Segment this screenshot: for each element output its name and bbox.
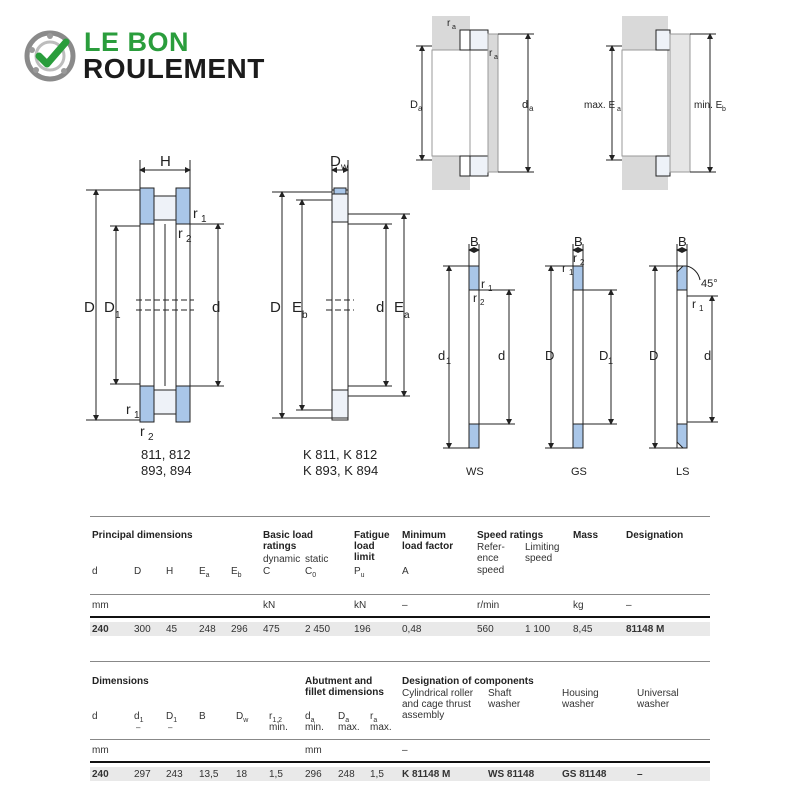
- gs-r2-sub: 2: [580, 258, 585, 267]
- cell-d: 240: [92, 624, 109, 635]
- hdr-principal: Principal dimensions: [92, 530, 193, 541]
- sym-C: C: [263, 566, 271, 577]
- ws-r1-sub: 1: [488, 284, 493, 293]
- ws-r1-label: r: [481, 277, 485, 291]
- cell2-universal: –: [637, 769, 643, 780]
- hdr-minload-2: load factor: [402, 541, 454, 552]
- hdr-speed: Speed ratings: [477, 530, 544, 541]
- abut-ra-right-label: r: [489, 48, 493, 59]
- ws-r2-label: r: [473, 291, 477, 305]
- hdr-universal-1: Universal: [637, 688, 679, 699]
- drawing-ws-washer: [438, 234, 515, 478]
- sym-Pu: $P_u$: [354, 566, 365, 579]
- dim-Ea-sub: a: [404, 310, 410, 321]
- dim-d-label: d: [212, 299, 221, 316]
- caption-k811-line1: K 811, K 812: [303, 447, 378, 462]
- cell-lim-speed: 1 100: [525, 624, 551, 635]
- unit-kN-2: kN: [354, 600, 367, 611]
- sym2-B: B: [199, 711, 206, 722]
- ws-d-label: d: [498, 348, 506, 363]
- abut-Da-sub: a: [418, 104, 423, 113]
- logo-line1: LE BON: [84, 27, 190, 57]
- cell2-r12: 1,5: [269, 769, 283, 780]
- gs-B-label: B: [574, 234, 583, 249]
- dim-Dw-label: D: [330, 153, 341, 170]
- unit2-mm-2: mm: [305, 745, 322, 756]
- unit2-dash: –: [402, 745, 408, 756]
- sym-d: d: [92, 566, 98, 577]
- hdr-reference-2: ence: [477, 553, 499, 564]
- gs-r1-sub: 1: [569, 268, 574, 277]
- sym2-r12: $r_{1,2}$: [269, 711, 283, 724]
- hdr-dimensions: Dimensions: [92, 676, 149, 687]
- r2b-sub: 2: [148, 432, 154, 443]
- ws-B-label: B: [470, 234, 479, 249]
- table1-data-rule: [90, 616, 710, 618]
- hdr-cyl-2: and cage thrust: [402, 699, 471, 710]
- unit2-mm-1: mm: [92, 745, 109, 756]
- abut-da-sub: a: [529, 104, 534, 113]
- cell2-D1: 243: [166, 769, 183, 780]
- sym-C0: $C_0$: [305, 566, 317, 579]
- hdr-fatigue-2: load: [354, 541, 375, 552]
- cell2-Da: 248: [338, 769, 355, 780]
- sym-H: H: [166, 566, 174, 577]
- sym2-d: d: [92, 711, 98, 722]
- dim-D-label: D: [84, 299, 95, 316]
- hdr-cyl-3: assembly: [402, 710, 445, 721]
- drawing-gs-washer: [545, 234, 617, 478]
- dim-d2-label: d: [376, 299, 385, 316]
- hdr-universal-2: washer: [637, 699, 670, 710]
- dim-Ea-label: E: [394, 299, 405, 316]
- cell-mass: 8,45: [573, 624, 593, 635]
- hdr-cyl-1: Cylindrical roller: [402, 688, 474, 699]
- cell-ref-speed: 560: [477, 624, 494, 635]
- ws-r2-sub: 2: [480, 298, 485, 307]
- table1-top-rule: [90, 516, 710, 517]
- caption-ls: LS: [676, 466, 690, 478]
- hdr-limiting-2: speed: [525, 553, 553, 564]
- hdr-shaft-1: Shaft: [488, 688, 512, 699]
- r1b-label: r: [126, 401, 131, 417]
- table-row: [90, 767, 710, 781]
- logo-line2: ROULEMENT: [83, 53, 265, 84]
- table2-mid-rule: [90, 739, 710, 740]
- ls-45-label: 45°: [701, 278, 718, 290]
- cell-Pu: 196: [354, 624, 371, 635]
- hdr-basic-load: Basic load: [263, 530, 314, 541]
- caption-gs: GS: [571, 466, 587, 478]
- sym2-da-min: min.: [305, 722, 324, 733]
- sym2-D1: $D_1$: [166, 711, 178, 724]
- gs-D1-sub: 1: [608, 356, 614, 366]
- abut-minEb-sub: b: [722, 106, 726, 113]
- abut-maxEa-label: max. E: [584, 100, 616, 111]
- cell2-cyl: K 81148 M: [402, 769, 451, 780]
- hdr-reference-3: speed: [477, 565, 505, 576]
- r1b-sub: 1: [134, 410, 140, 421]
- drawing-abutment-e: [584, 16, 726, 190]
- caption-ws: WS: [466, 466, 484, 478]
- cell2-da: 296: [305, 769, 322, 780]
- drawing-ls-washer: [649, 234, 718, 478]
- dim-Dw-sub: w: [341, 162, 349, 173]
- hdr-minload-1: Minimum: [402, 530, 446, 541]
- sym2-D1-dash: –: [168, 723, 173, 732]
- cell-designation: 81148 M: [626, 624, 665, 635]
- abut-ra-right-sub: a: [494, 54, 498, 61]
- cell-H: 45: [166, 624, 178, 635]
- hdr-limiting-1: Limiting: [525, 542, 560, 553]
- drawing-abutment-da: [410, 16, 534, 190]
- dim-H-label: H: [160, 153, 171, 170]
- hdr-fatigue-1: Fatigue: [354, 530, 390, 541]
- hdr-fatigue-3: limit: [354, 552, 375, 563]
- hdr-housing-2: washer: [562, 699, 595, 710]
- sym2-Dw: $D_w$: [236, 711, 249, 724]
- sym-A: A: [402, 566, 409, 577]
- sym-Eb: $E_b$: [231, 566, 242, 579]
- cell-D: 300: [134, 624, 151, 635]
- unit-kN-1: kN: [263, 600, 276, 611]
- table-row: [90, 622, 710, 636]
- ls-D-label: D: [649, 348, 659, 363]
- hdr-mass: Mass: [573, 530, 599, 541]
- abut-da-label: d: [522, 99, 529, 111]
- sym-Ea: $E_a$: [199, 566, 210, 579]
- gs-r1-label: r: [562, 261, 566, 275]
- sym2-Da-max: max.: [338, 722, 360, 733]
- table1-mid-rule: [90, 594, 710, 595]
- cell2-Dw: 18: [236, 769, 248, 780]
- gs-D-label: D: [545, 348, 555, 363]
- cell2-housing: GS 81148: [562, 769, 607, 780]
- unit-rmin: r/min: [477, 600, 500, 611]
- cell2-B: 13,5: [199, 769, 219, 780]
- hdr-static: static: [305, 554, 329, 565]
- caption-k811-line2: K 893, K 894: [303, 463, 379, 478]
- cell-C0: 2 450: [305, 624, 331, 635]
- r1-label: r: [193, 205, 198, 221]
- cell2-ra: 1,5: [370, 769, 384, 780]
- table2-data-rule: [90, 761, 710, 763]
- sym-D: D: [134, 566, 142, 577]
- sym2-r12-min: min.: [269, 722, 288, 733]
- gs-r2-label: r: [573, 251, 577, 265]
- caption-811-line2: 893, 894: [141, 463, 192, 478]
- dim-Eb-sub: b: [302, 310, 308, 321]
- hdr-abutment-2: fillet dimensions: [305, 687, 384, 698]
- abut-ra-top-label: r: [447, 18, 451, 29]
- sym2-ra-max: max.: [370, 722, 392, 733]
- sym2-Da: $D_a$: [338, 711, 350, 724]
- hdr-reference-1: Refer-: [477, 542, 505, 553]
- unit-mm: mm: [92, 600, 109, 611]
- dim-D2-label: D: [270, 299, 281, 316]
- dim-Eb-label: E: [292, 299, 303, 316]
- r2b-label: r: [140, 423, 145, 439]
- ls-d-label: d: [704, 348, 712, 363]
- hdr-ratings: ratings: [263, 541, 297, 552]
- cell-Ea: 248: [199, 624, 216, 635]
- ls-r1-sub: 1: [699, 304, 704, 313]
- drawing-k811-cage: [270, 153, 410, 478]
- r2-sub: 2: [186, 234, 192, 245]
- cell-Eb: 296: [231, 624, 248, 635]
- r2-label: r: [178, 225, 183, 241]
- cell-C: 475: [263, 624, 280, 635]
- hdr-abutment-1: Abutment and: [305, 676, 373, 687]
- ws-d1-sub: 1: [446, 356, 452, 366]
- hdr-designation: Designation: [626, 530, 684, 541]
- cell2-shaft: WS 81148: [488, 769, 535, 780]
- unit-dash-2: –: [626, 600, 632, 611]
- dim-D1-label: D: [104, 299, 115, 316]
- cell2-d1: 297: [134, 769, 151, 780]
- cell2-d: 240: [92, 769, 109, 780]
- cell-A: 0,48: [402, 624, 422, 635]
- sym2-d1-dash: –: [136, 723, 141, 732]
- table2-top-rule: [90, 661, 710, 662]
- r1-sub: 1: [201, 214, 207, 225]
- hdr-dynamic: dynamic: [263, 554, 301, 565]
- hdr-housing-1: Housing: [562, 688, 599, 699]
- drawing-811-assembly: [84, 153, 224, 478]
- dim-D1-sub: 1: [115, 310, 121, 321]
- hdr-components: Designation of components: [402, 676, 534, 687]
- ls-r1-label: r: [692, 297, 696, 311]
- abut-minEb-label: min. E: [694, 100, 723, 111]
- unit-kg: kg: [573, 600, 584, 611]
- abut-maxEa-sub: a: [617, 106, 621, 113]
- sym2-d1: $d_1$: [134, 711, 144, 724]
- unit-dash-1: –: [402, 600, 408, 611]
- caption-811-line1: 811, 812: [141, 447, 191, 462]
- ls-B-label: B: [678, 234, 687, 249]
- gs-D1-label: D: [599, 348, 609, 363]
- sym2-ra: $r_a$: [370, 711, 378, 724]
- abut-ra-top-sub: a: [452, 24, 456, 31]
- hdr-shaft-2: washer: [488, 699, 521, 710]
- ws-d1-label: d: [438, 348, 446, 363]
- sym2-da: $d_a$: [305, 711, 315, 724]
- abut-Da-label: D: [410, 99, 418, 111]
